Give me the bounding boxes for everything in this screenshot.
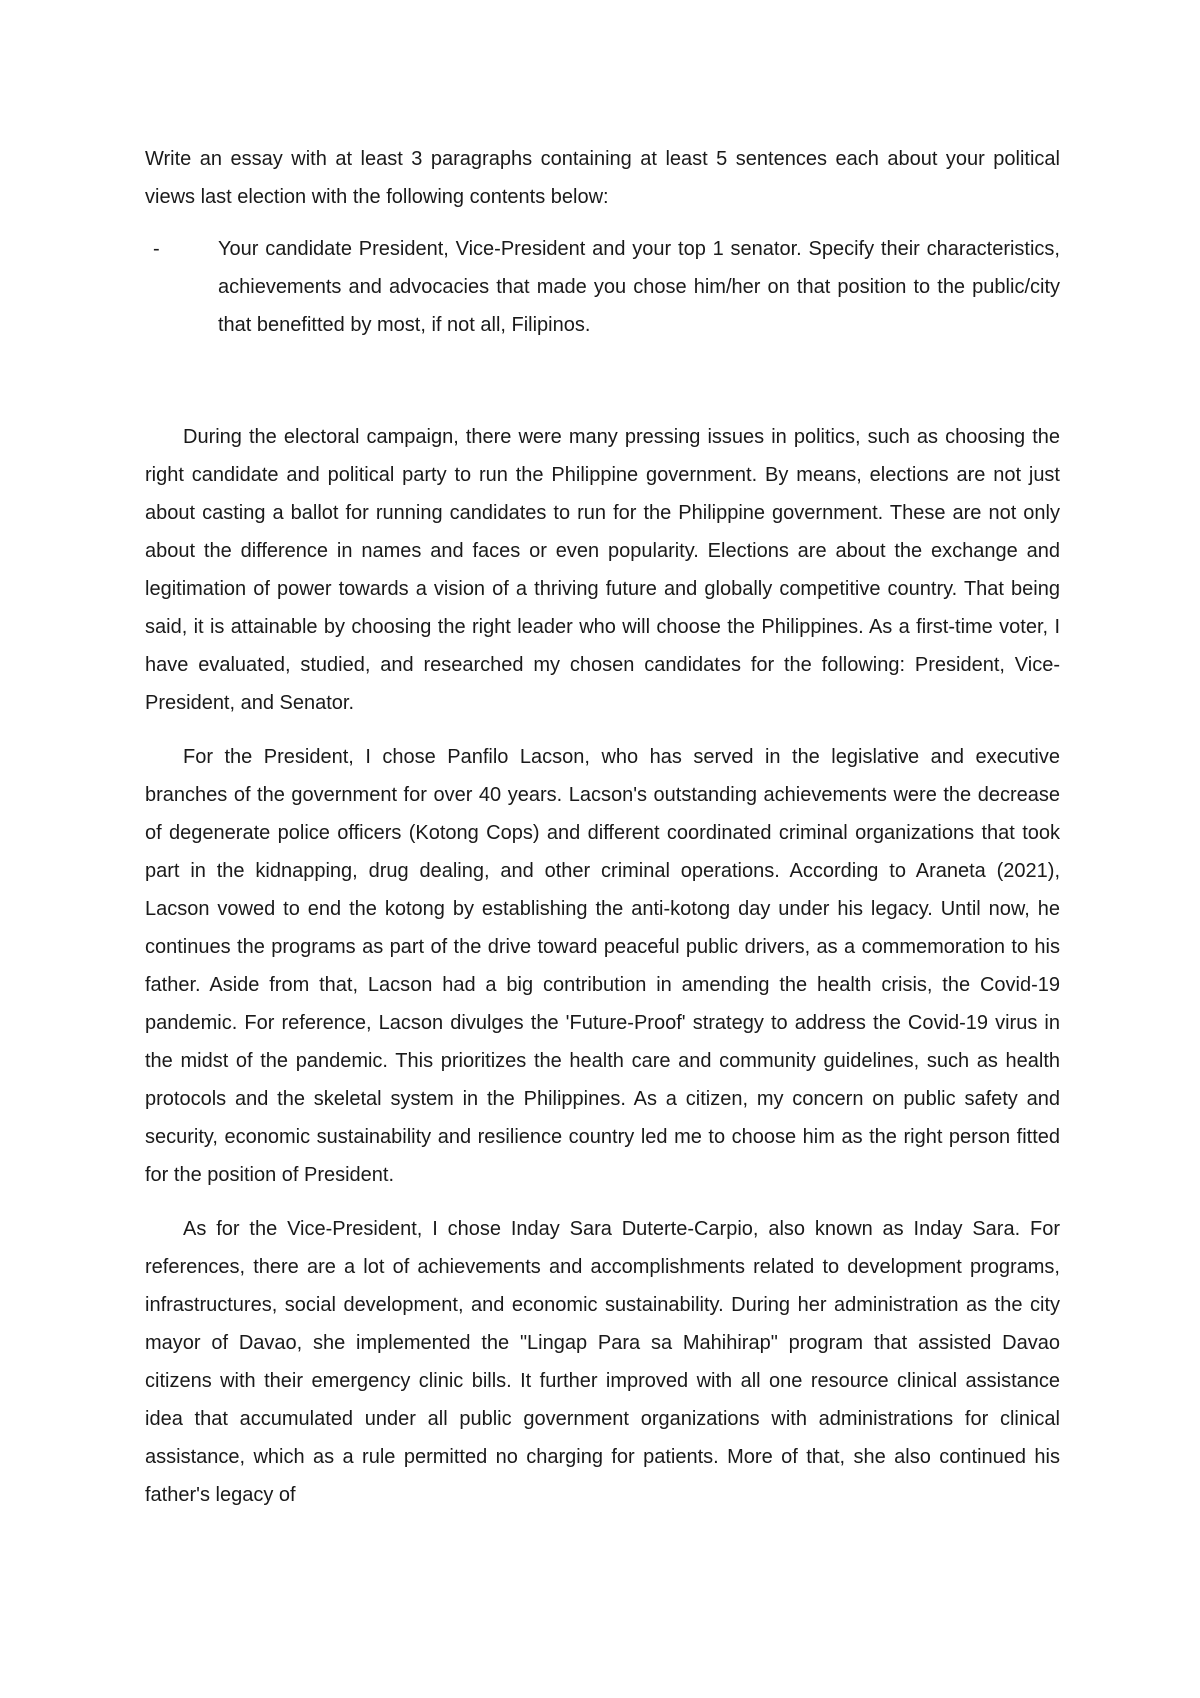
instruction-bullet: [145, 230, 1060, 344]
essay-body: [145, 418, 1060, 1514]
essay-paragraph-president: For the President, I chose Panfilo Lacson, who has served in the legislative and executive branches of the government for over 40 years. Lacson's outstanding achievements were the decrease of degenerate police officers (Kotong Cops) and different coordinated criminal organizations that took part in the kidnapping, drug dealing, and other criminal operations. According to Araneta (2021), Lacson vowed to end the kotong by establishing the anti-kotong day under his legacy. Until now, he continues the programs as part of the drive toward peaceful public drivers, as a commemoration to his father. Aside from that, Lacson had a big contribution in amending the health crisis, the Covid-19 pandemic. For reference, Lacson divulges the 'Future-Proof' strategy to address the Covid-19 virus in the midst of the pandemic. This prioritizes the health care and community guidelines, such as health protocols and the skeletal system in the Philippines. As a citizen, my concern on public safety and security, economic sustainability and resilience country led me to choose him as the right person fitted for the position of President.: [145, 746, 1060, 1186]
document-content: [145, 140, 1060, 1530]
essay-paragraph-intro: During the electoral campaign, there were many pressing issues in politics, such as choosing the right candidate and political party to run the Philippine government. By means, elections are not just about casting a ballot for running candidates to run for the Philippine government. These are not only about the difference in names and faces or even popularity. Elections are about the exchange and legitimation of power towards a vision of a thriving future and globally competitive country. That being said, it is attainable by choosing the right leader who will choose the Philippines. As a first-time voter, I have evaluated, studied, and researched my chosen candidates for the following: President, Vice-President, and Senator.: [145, 426, 1060, 714]
bullet-text: Your candidate President, Vice-President and your top 1 senator. Specify their characteristics, achievements and advocacies that made you chose him/her on that position to the public/city that benefitted by most, if not all, Filipinos.: [218, 238, 1060, 336]
essay-paragraph-vice-president: As for the Vice-President, I chose Inday Sara Duterte-Carpio, also known as Inday Sara. For references, there are a lot of achievements and accomplishments related to development programs, infrastructures, social development, and economic sustainability. During her administration as the city mayor of Davao, she implemented the "Lingap Para sa Mahihirap" program that assisted Davao citizens with their emergency clinic bills. It further improved with all one resource clinical assistance idea that accumulated under all public government organizations with administrations for clinical assistance, which as a rule permitted no charging for patients. More of that, she also continued his father's legacy of: [145, 1218, 1060, 1506]
bullet-marker: -: [153, 238, 160, 260]
essay-instruction: Write an essay with at least 3 paragraphs containing at least 5 sentences each about your political views last election with the following contents below:: [145, 148, 1060, 208]
